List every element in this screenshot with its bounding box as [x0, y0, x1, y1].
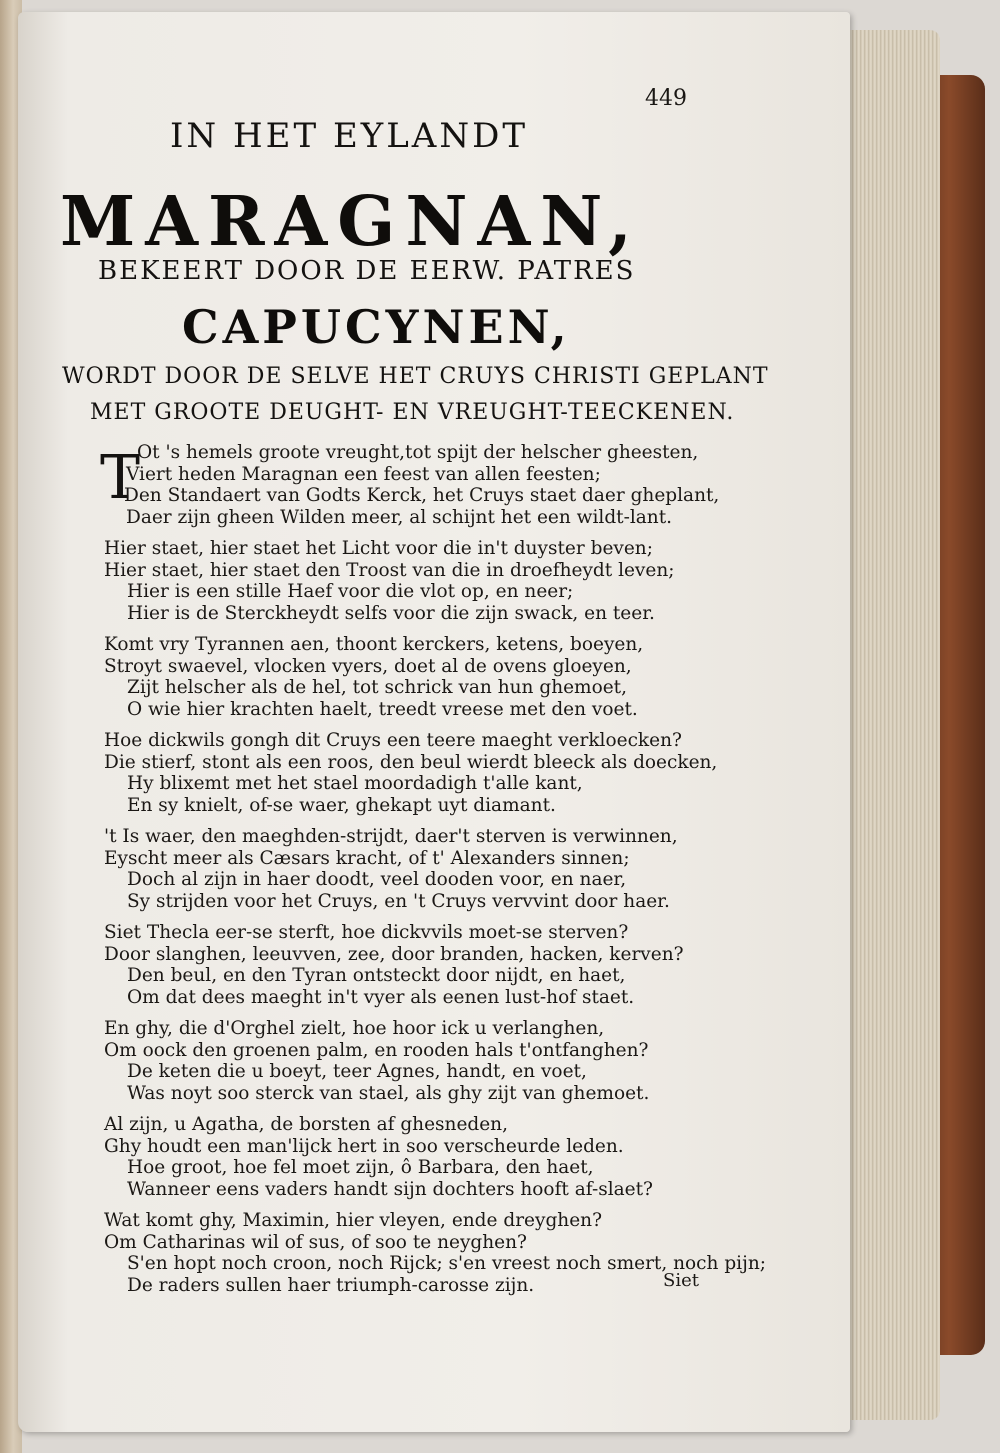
poem-line: Hier is de Sterckheydt selfs voor die zijn swack, en teer. — [127, 602, 655, 624]
poem-line: Om dat dees maeght in't vyer als eenen lust-hof staet. — [127, 986, 635, 1008]
poem-line: Hoe groot, hoe fel moet zijn, ô Barbara, den haet, — [127, 1157, 594, 1178]
poem-line: Wat komt ghy, Maximin, hier vleyen, ende dreyghen? — [104, 1210, 602, 1231]
poem-line: Was noyt soo sterck van stael, als ghy zijt van ghemoet. — [127, 1082, 650, 1104]
poem-line: Ghy houdt een man'lijck hert in soo verscheurde leden. — [104, 1135, 624, 1157]
title-line-1: IN HET EYLANDT — [170, 116, 529, 156]
poem-line: Komt vry Tyrannen aen, thoont kerckers, ketens, boeyen, — [104, 634, 644, 655]
poem-line: Eyscht meer als Cæsars kracht, of t' Alexanders sinnen; — [104, 847, 630, 869]
poem-line: Viert heden Maragnan een feest van allen feesten; — [126, 463, 601, 485]
poem-line: Die stierf, stont als een roos, den beul wierdt bleeck als doecken, — [104, 751, 718, 773]
poem-line: Daer zijn gheen Wilden meer, al schijnt het een wildt-lant. — [126, 506, 673, 528]
poem-line: Stroyt swaevel, vlocken vyers, doet al de ovens gloeyen, — [104, 655, 632, 677]
title-line-4: CAPUCYNEN, — [182, 300, 571, 354]
poem-line: Ot 's hemels groote vreught,tot spijt der helscher gheesten, — [137, 442, 699, 463]
poem-line: Om Catharinas wil of sus, of soo te neyghen? — [104, 1231, 527, 1253]
title-line-2: MARAGNAN, — [60, 182, 642, 262]
poem-line: De raders sullen haer triumph-carosse zijn. — [127, 1274, 535, 1296]
poem-line: Hier staet, hier staet den Troost van die in droefheydt leven; — [104, 559, 675, 581]
poem-line: Siet Thecla eer-se sterft, hoe dickvvils moet-se sterven? — [104, 922, 629, 943]
poem-line: Sy strijden voor het Cruys, en 't Cruys vervvint door haer. — [127, 890, 670, 912]
title-line-3: BEKEERT DOOR DE EERW. PATRES — [98, 256, 636, 286]
poem-line: Doch al zijn in haer doodt, veel dooden voor, en naer, — [127, 869, 627, 890]
poem-line: Zijt helscher als de hel, tot schrick van hun ghemoet, — [127, 677, 627, 698]
page-block-edge — [845, 30, 940, 1420]
poem-line: Hoe dickwils gongh dit Cruys een teere maeght verkloecken? — [104, 730, 682, 751]
poem-line: Den Standaert van Godts Kerck, het Cruys staet daer gheplant, — [124, 485, 720, 506]
poem-line: Al zijn, u Agatha, de borsten af ghesneden, — [104, 1114, 508, 1135]
catchword: Siet — [663, 1270, 699, 1291]
poem-line: Den beul, en den Tyran ontsteckt door nijdt, en haet, — [127, 965, 626, 986]
page-number: 449 — [645, 86, 687, 111]
poem-line: Wanneer eens vaders handt sijn dochters hooft af-slaet? — [127, 1178, 653, 1200]
title-line-6: MET GROOTE DEUGHT- EN VREUGHT-TEECKENEN. — [90, 400, 735, 425]
poem-line: En sy knielt, of-se waer, ghekapt uyt diamant. — [127, 794, 556, 816]
poem-line: En ghy, die d'Orghel zielt, hoe hoor ick u verlanghen, — [104, 1018, 605, 1039]
drop-cap: T — [100, 443, 141, 513]
poem-line: O wie hier krachten haelt, treedt vreese met den voet. — [127, 698, 638, 720]
poem-line: De keten die u boeyt, teer Agnes, handt, en voet, — [127, 1061, 587, 1082]
poem-line: S'en hopt noch croon, noch Rijck; s'en vreest noch smert, noch pijn; — [127, 1253, 766, 1274]
title-line-5: WORDT DOOR DE SELVE HET CRUYS CHRISTI GEPLANT — [62, 364, 769, 389]
poem-line: Om oock den groenen palm, en rooden hals t'ontfanghen? — [104, 1039, 649, 1061]
poem-line: Door slanghen, leeuvven, zee, door branden, hacken, kerven? — [104, 943, 684, 965]
poem-line: Hy blixemt met het stael moordadigh t'alle kant, — [127, 773, 583, 794]
poem-line: Hier staet, hier staet het Licht voor die in't duyster beven; — [104, 538, 653, 559]
poem-line: 't Is waer, den maeghden-strijdt, daer't sterven is verwinnen, — [104, 826, 678, 847]
poem-line: Hier is een stille Haef voor die vlot op, en neer; — [127, 581, 574, 602]
